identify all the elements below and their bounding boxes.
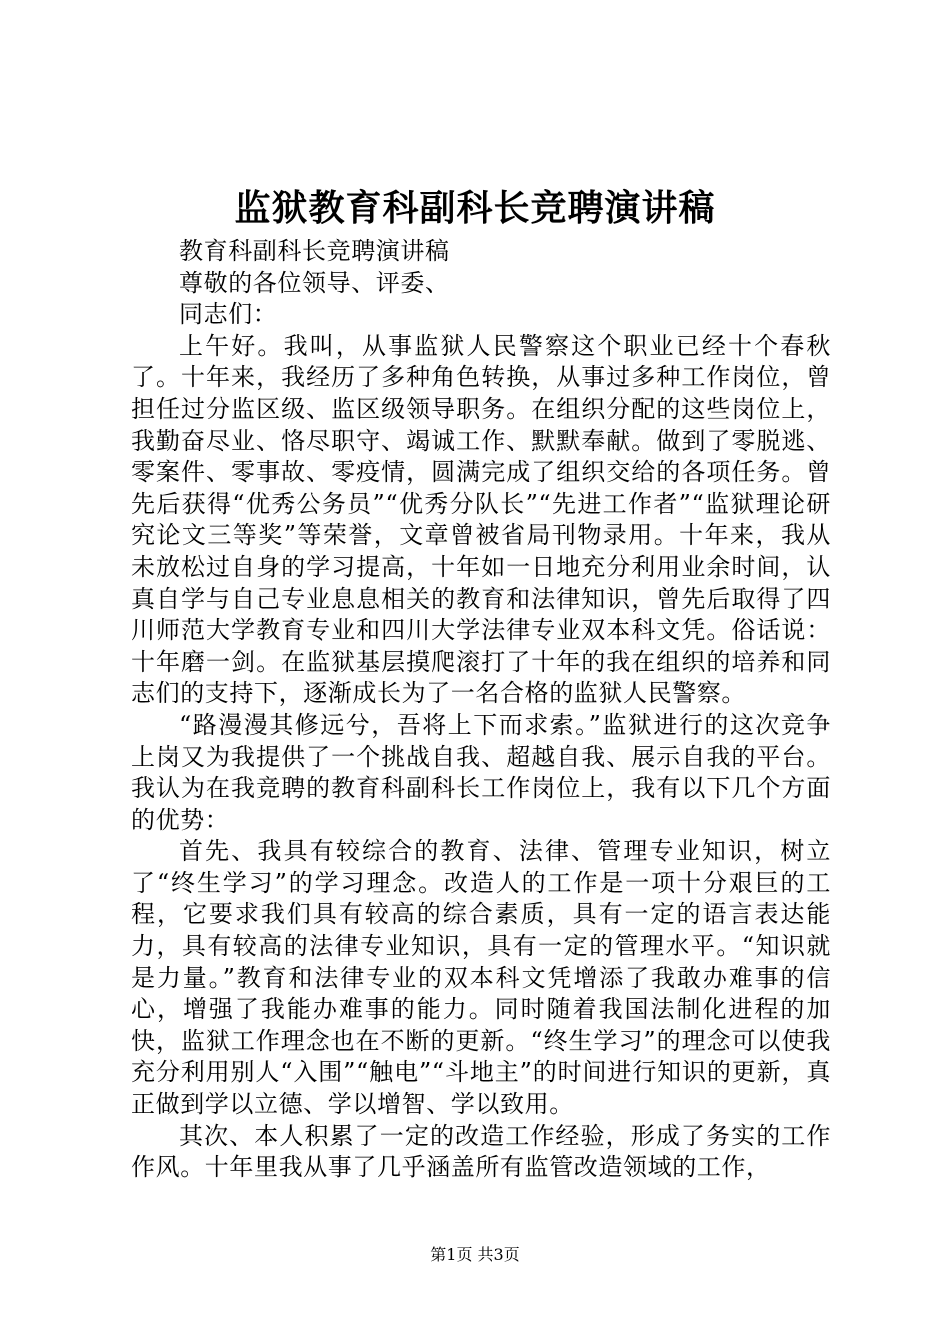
paragraph-advantage-second: 其次、本人积累了一定的改造工作经验，形成了务实的工作作风。十年里我从事了几乎涵盖所有监管改造领域的工作，	[131, 1121, 831, 1182]
page-footer: 第1页 共3页	[430, 1245, 520, 1264]
document-title: 监狱教育科副科长竞聘演讲稿	[234, 187, 716, 229]
document-body	[131, 236, 831, 1184]
paragraph-greeting: 同志们：	[179, 300, 278, 329]
paragraph-advantage-first: 首先、我具有较综合的教育、法律、管理专业知识，树立了“终生学习”的学习理念。改造人的工作是一项十分艰巨的工程，它要求我们具有较高的综合素质，具有一定的语言表达能力，具有较高的法律专业知识，具有一定的管理水平。“知识就是力量。”教育和法律专业的双本科文凭增添了我敢办难事的信心，增强了我能办难事的能力。同时随着我国法制化进程的加快，监狱工作理念也在不断的更新。“终生学习”的理念可以使我充分利用别人“入围”“触电”“斗地主”的时间进行知识的更新，真正做到学以立德、学以增智、学以致用。	[131, 837, 831, 1119]
paragraph-subtitle: 教育科副科长竞聘演讲稿	[179, 237, 450, 265]
paragraph-introduction: 上午好。我叫，从事监狱人民警察这个职业已经十个春秋了。十年来，我经历了多种角色转换，从事过多种工作岗位，曾担任过分监区级、监区级领导职务。在组织分配的这些岗位上，我勤奋尽业、恪尽职守、竭诚工作、默默奉献。做到了零脱逃、零案件、零事故、零疫情，圆满完成了组织交给的各项任务。曾先后获得“优秀公务员”“优秀分队长”“先进工作者”“监狱理论研究论文三等奖”等荣誉，文章曾被省局刊物录用。十年来，我从未放松过自身的学习提高，十年如一日地充分利用业余时间，认真自学与自己专业息息相关的教育和法律知识，曾先后取得了四川师范大学教育专业和四川大学法律专业双本科文凭。俗话说：十年磨一剑。在监狱基层摸爬滚打了十年的我在组织的培养和同志们的支持下，逐渐成长为了一名合格的监狱人民警察。	[131, 331, 831, 708]
paragraph-opportunity: “路漫漫其修远兮，吾将上下而求索。”监狱进行的这次竞争上岗又为我提供了一个挑战自我、超越自我、展示自我的平台。我认为在我竞聘的教育科副科长工作岗位上，我有以下几个方面的优势：	[131, 710, 831, 834]
paragraph-salutation: 尊敬的各位领导、评委、	[179, 268, 450, 297]
